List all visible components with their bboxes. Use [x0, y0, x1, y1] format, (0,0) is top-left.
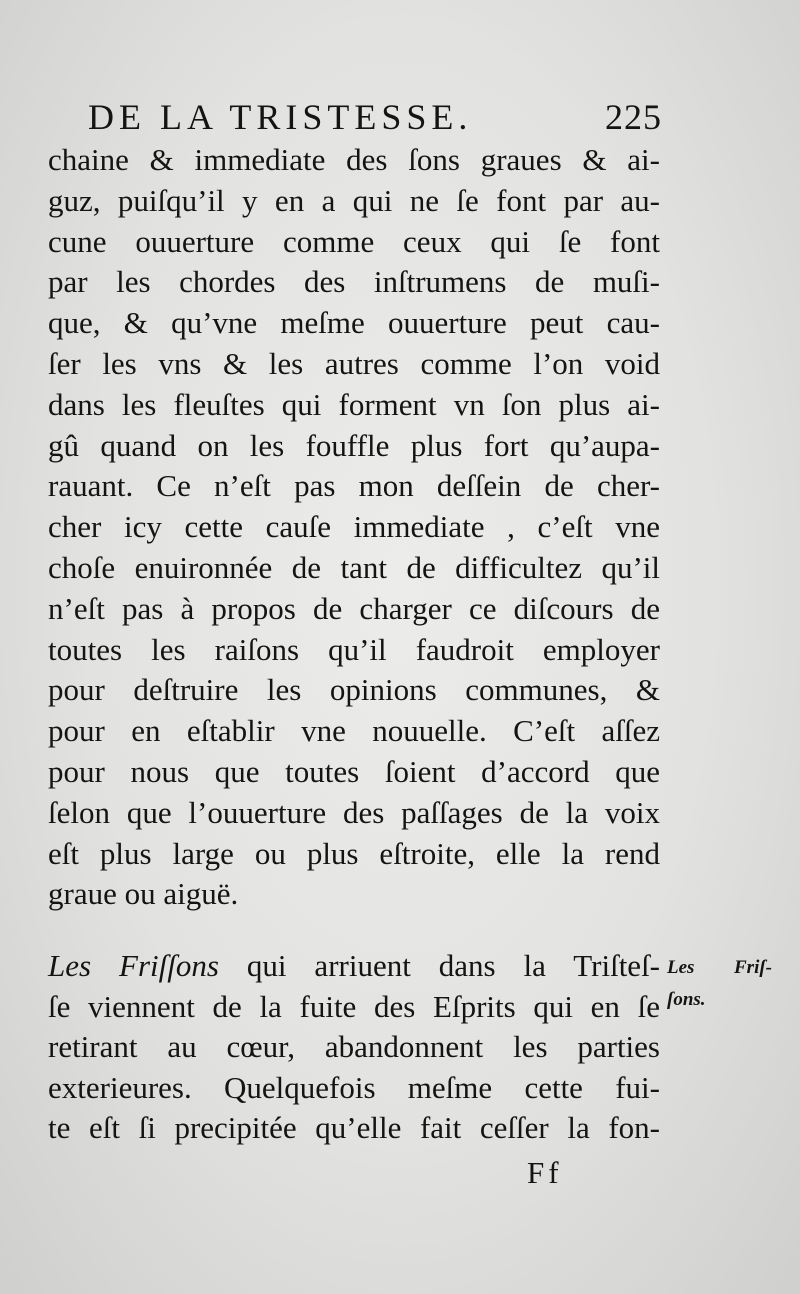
paragraph-2	[48, 946, 660, 1149]
text-line: retirant au cœur, abandonnent les parties	[48, 1029, 660, 1064]
text-line-first	[48, 946, 660, 987]
signature-mark: Ff	[527, 1155, 563, 1190]
text-line: eſt plus large ou plus eſtroite, elle la rend	[48, 835, 660, 871]
margin-note	[667, 952, 772, 1016]
text-line: que, & qu’vne meſme ouuerture peut cau-	[48, 305, 660, 341]
text-line: par les chordes des inſtrumens de muſi-	[48, 264, 660, 300]
text-line: rauant. Ce n’eſt pas mon deſſein de cher-	[48, 468, 660, 504]
text-line: dans les fleuſtes qui forment vn ſon plus ai-	[48, 386, 660, 422]
paragraph-1	[48, 140, 660, 915]
text-line: exterieures. Quelquefois meſme cette fui-	[48, 1069, 660, 1105]
text-line: ſe viennent de la fuite des Eſprits qui en ſe	[48, 988, 660, 1024]
page-header	[82, 96, 662, 140]
text-line: pour deſtruire les opinions communes, &	[48, 672, 660, 708]
margin-note-line: ſons.	[667, 989, 706, 1010]
text-line: cune ouuerture comme ceux qui ſe font	[48, 223, 660, 259]
running-title: DE LA TRISTESSE.	[88, 97, 473, 137]
text-line: n’eſt pas à propos de charger ce diſcours de	[48, 590, 660, 626]
text-line: cher icy cette cauſe immediate , c’eſt vne	[48, 509, 660, 545]
text-line-rest: qui arriuent dans la Triſteſ-	[218, 948, 661, 983]
paragraph-lead-words: Les Friſſons	[48, 948, 219, 983]
text-line: pour en eſtablir vne nouuelle. C’eſt aſſez	[48, 713, 660, 749]
text-line: te eſt ſi precipitée qu’elle fait ceſſer la fon-	[48, 1110, 660, 1145]
text-line: graue ou aiguë.	[48, 876, 239, 912]
text-line: ſer les vns & les autres comme l’on void	[48, 345, 660, 381]
margin-note-line: Les Friſ-	[667, 957, 772, 978]
text-line: ſelon que l’ouuerture des paſſages de la voix	[48, 794, 660, 830]
text-line: gû quand on les fouffle plus fort qu’aupa-	[48, 427, 660, 463]
text-line: choſe enuironnée de tant de difficultez qu’il	[48, 549, 660, 585]
text-line: pour nous que toutes ſoient d’accord que	[48, 753, 660, 789]
text-line: chaine & immediate des ſons graues & ai-	[48, 142, 660, 177]
text-line: guz, puiſqu’il y en a qui ne ſe font par au-	[48, 182, 660, 218]
page-number: 225	[605, 97, 662, 137]
text-line: toutes les raiſons qu’il faudroit employer	[48, 631, 660, 667]
